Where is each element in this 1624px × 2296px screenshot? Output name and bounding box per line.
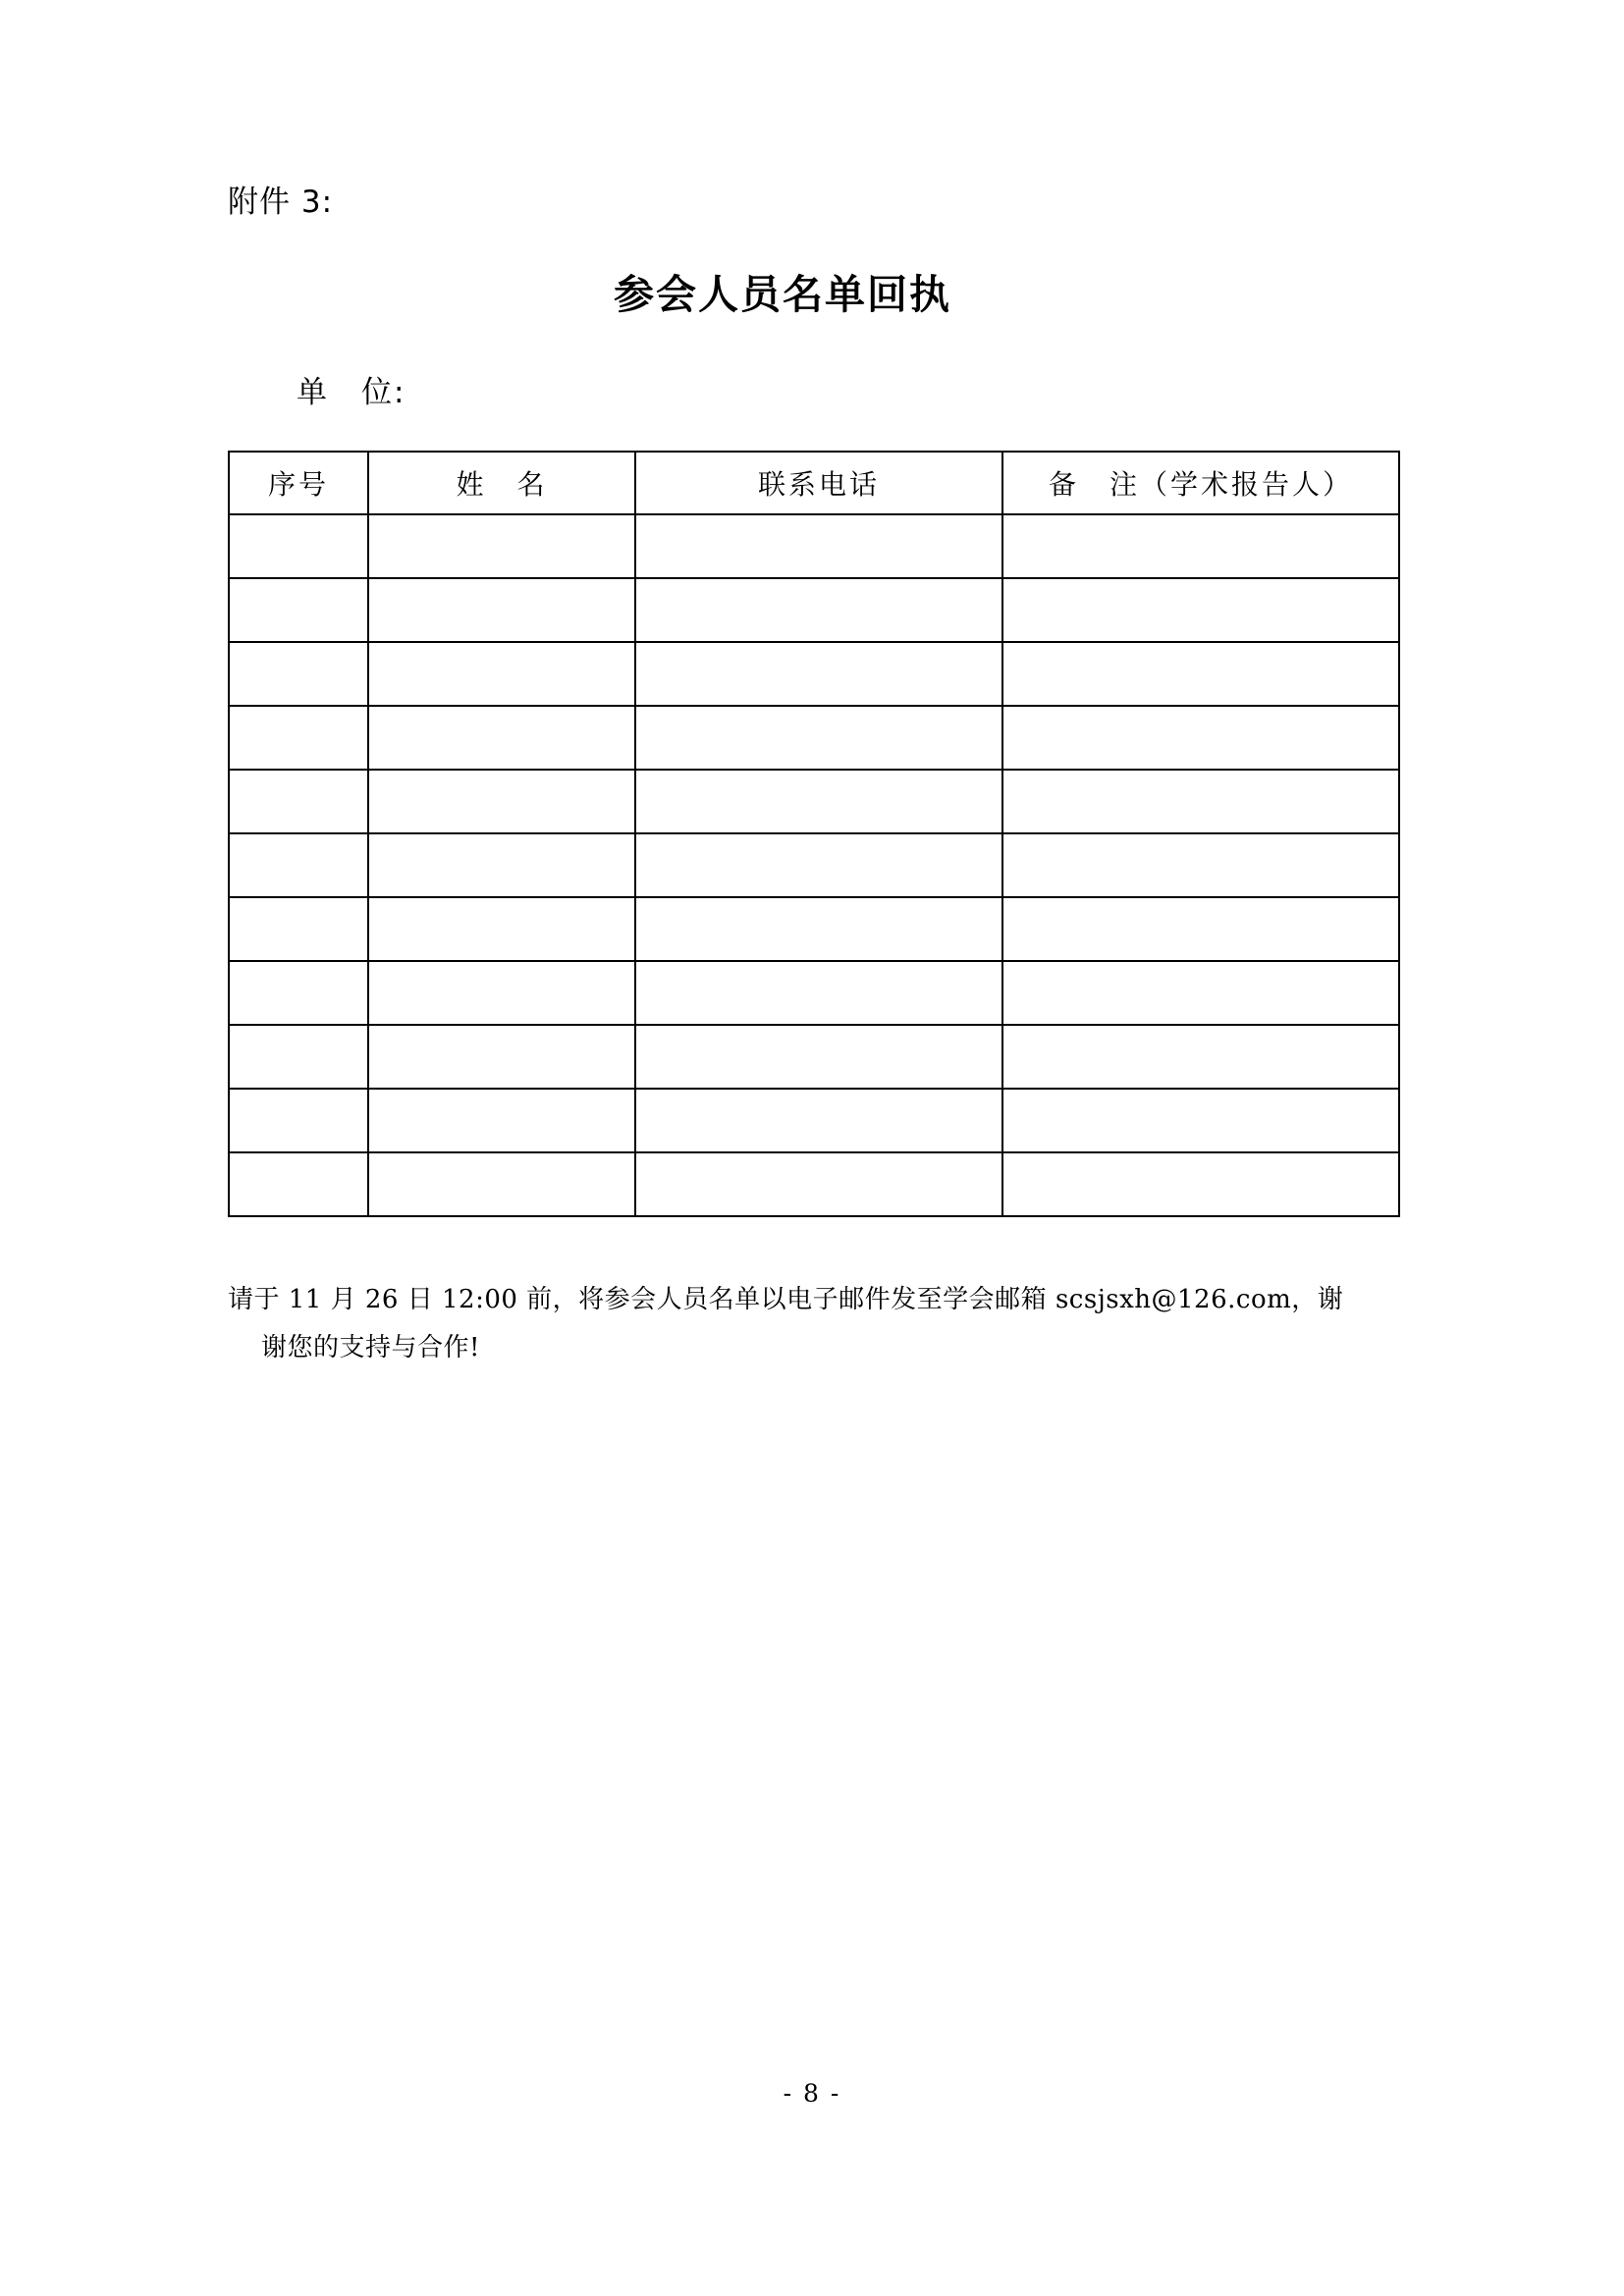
cell-phone[interactable]: [635, 642, 1002, 706]
cell-name[interactable]: [368, 770, 635, 833]
cell-note[interactable]: [1002, 514, 1399, 578]
column-header-phone: 联系电话: [635, 452, 1002, 514]
cell-phone[interactable]: [635, 897, 1002, 961]
unit-field-label: 单 位:: [297, 375, 406, 410]
cell-index[interactable]: [229, 1152, 368, 1216]
cell-note[interactable]: [1002, 578, 1399, 642]
cell-name[interactable]: [368, 1089, 635, 1152]
cell-phone[interactable]: [635, 1025, 1002, 1089]
cell-index[interactable]: [229, 1089, 368, 1152]
cell-phone[interactable]: [635, 1152, 1002, 1216]
cell-note[interactable]: [1002, 961, 1399, 1025]
cell-note[interactable]: [1002, 642, 1399, 706]
table-row: [229, 833, 1399, 897]
table-row: [229, 1025, 1399, 1089]
submission-note-line-2: 谢您的支持与合作!: [261, 1333, 480, 1363]
cell-index[interactable]: [229, 514, 368, 578]
attendee-roster-table: [228, 451, 1400, 1217]
table-row: [229, 514, 1399, 578]
cell-index[interactable]: [229, 1025, 368, 1089]
table-row: [229, 1089, 1399, 1152]
cell-note[interactable]: [1002, 1089, 1399, 1152]
cell-name[interactable]: [368, 706, 635, 770]
cell-index[interactable]: [229, 833, 368, 897]
document-body: [228, 177, 1406, 1373]
cell-index[interactable]: [229, 961, 368, 1025]
cell-name[interactable]: [368, 1152, 635, 1216]
submission-note-line-1: 请于 11 月 26 日 12:00 前，将参会人员名单以电子邮件发至学会邮箱 scsjsxh@126.com，谢: [228, 1285, 1344, 1314]
table-row: [229, 897, 1399, 961]
table-row: [229, 1152, 1399, 1216]
table-header-row: [229, 452, 1399, 514]
cell-phone[interactable]: [635, 578, 1002, 642]
cell-index[interactable]: [229, 706, 368, 770]
cell-phone[interactable]: [635, 833, 1002, 897]
table-row: [229, 961, 1399, 1025]
table-row: [229, 642, 1399, 706]
attachment-label: 附件 3:: [228, 185, 334, 220]
cell-name[interactable]: [368, 961, 635, 1025]
cell-name[interactable]: [368, 897, 635, 961]
cell-phone[interactable]: [635, 770, 1002, 833]
cell-phone[interactable]: [635, 1089, 1002, 1152]
cell-name[interactable]: [368, 514, 635, 578]
table-row: [229, 578, 1399, 642]
cell-note[interactable]: [1002, 706, 1399, 770]
cell-phone[interactable]: [635, 961, 1002, 1025]
cell-name[interactable]: [368, 1025, 635, 1089]
page-number: - 8 -: [783, 2079, 841, 2108]
cell-phone[interactable]: [635, 514, 1002, 578]
cell-name[interactable]: [368, 833, 635, 897]
cell-note[interactable]: [1002, 1025, 1399, 1089]
cell-phone[interactable]: [635, 706, 1002, 770]
cell-name[interactable]: [368, 642, 635, 706]
cell-index[interactable]: [229, 770, 368, 833]
page-title: 参会人员名单回执: [614, 271, 951, 318]
cell-note[interactable]: [1002, 770, 1399, 833]
column-header-name: 姓 名: [368, 452, 635, 514]
submission-note: [228, 1276, 1406, 1373]
column-header-note: 备 注（学术报告人）: [1002, 452, 1399, 514]
cell-index[interactable]: [229, 642, 368, 706]
cell-note[interactable]: [1002, 897, 1399, 961]
cell-note[interactable]: [1002, 1152, 1399, 1216]
column-header-index: 序号: [229, 452, 368, 514]
table-row: [229, 770, 1399, 833]
cell-note[interactable]: [1002, 833, 1399, 897]
cell-index[interactable]: [229, 578, 368, 642]
cell-name[interactable]: [368, 578, 635, 642]
cell-index[interactable]: [229, 897, 368, 961]
table-row: [229, 706, 1399, 770]
